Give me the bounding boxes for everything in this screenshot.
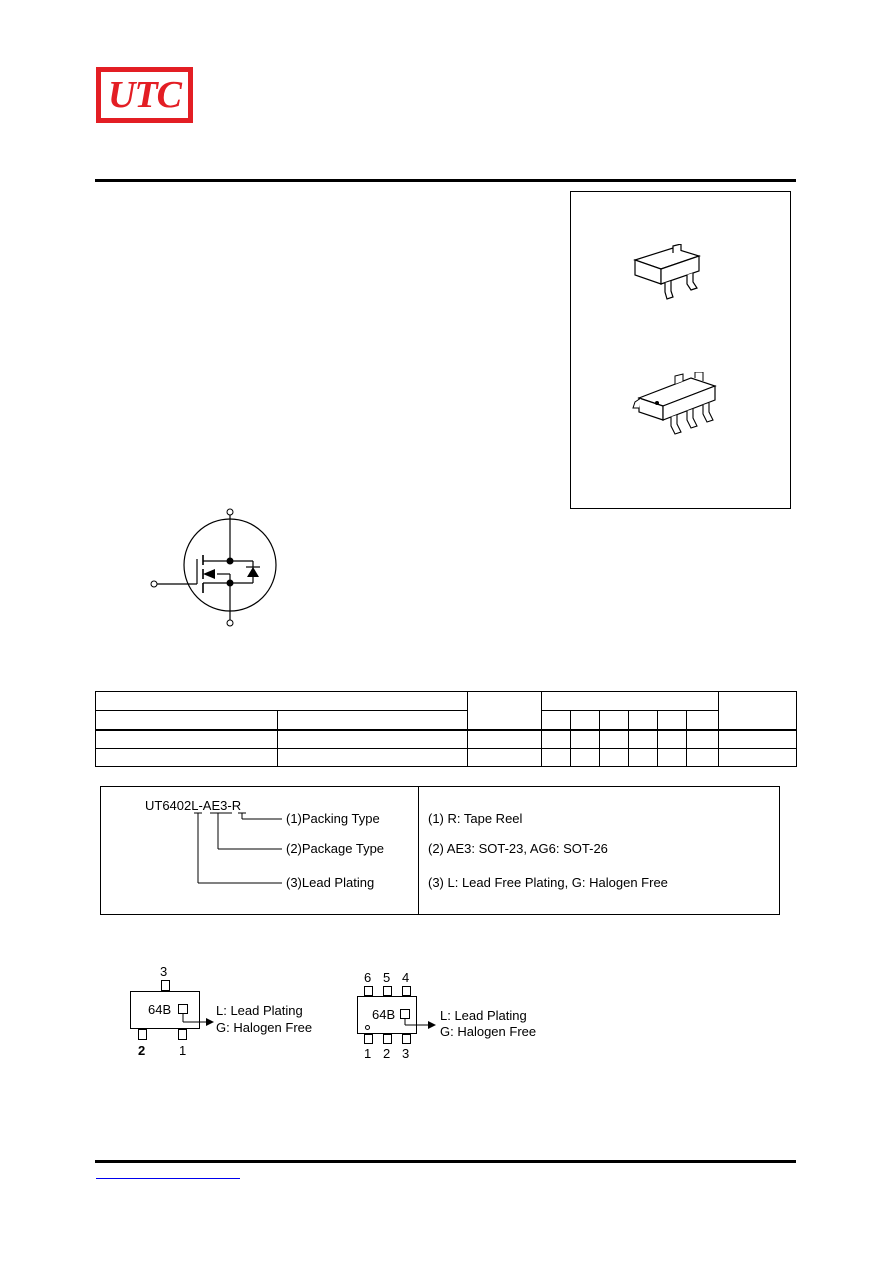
logo-text: UTC (108, 74, 181, 116)
sot26-package-icon (631, 372, 731, 442)
sot26-legend-lead: L: Lead Plating (440, 1008, 527, 1023)
part-number-leader-lines (190, 812, 290, 887)
sot26-pin-3: 3 (402, 1046, 410, 1061)
header-rule (95, 179, 796, 182)
sot23-arrow-icon (180, 1012, 216, 1028)
table-row (96, 730, 797, 749)
sot26-legend-halogen: G: Halogen Free (440, 1024, 537, 1039)
sot23-pin-top: 3 (160, 964, 168, 979)
sot23-lead (178, 1029, 187, 1040)
sot23-marking (120, 962, 330, 1062)
sot23-pin-bottom-right: 1 (179, 1043, 187, 1058)
ordering-table (95, 691, 797, 767)
table-header-row (96, 692, 797, 711)
sot26-marking-code: 64B (372, 1007, 396, 1022)
utc-logo (96, 67, 193, 123)
sot26-lead (402, 1034, 411, 1044)
lead-plating-label: (3)Lead Plating (286, 875, 375, 890)
sot26-lead (364, 1034, 373, 1044)
packing-type-description: (1) R: Tape Reel (428, 811, 523, 826)
mosfet-symbol-icon (145, 505, 285, 630)
sot26-pin-2: 2 (383, 1046, 391, 1061)
sot26-lead (364, 986, 373, 996)
part-number-divider (418, 786, 419, 915)
pin1-dot-icon (365, 1025, 370, 1030)
sot23-legend-lead: L: Lead Plating (216, 1003, 303, 1018)
package-type-label: (2)Package Type (286, 841, 385, 856)
packing-type-label: (1)Packing Type (286, 811, 380, 826)
logo-inner (101, 72, 188, 118)
sot23-legend-halogen: G: Halogen Free (216, 1020, 313, 1035)
package-type-description: (2) AE3: SOT-23, AG6: SOT-26 (428, 841, 608, 856)
sot26-pin-4: 4 (402, 970, 410, 985)
website-link[interactable] (96, 1178, 240, 1179)
lead-plating-description: (3) L: Lead Free Plating, G: Halogen Free (428, 875, 668, 890)
sot23-lead (138, 1029, 147, 1040)
sot26-pin-1: 1 (364, 1046, 372, 1061)
table-subheader-row (96, 711, 797, 730)
table-row (96, 748, 797, 766)
sot23-pin-bottom-left: 2 (138, 1043, 146, 1058)
sot23-package-icon (629, 244, 719, 310)
sot26-pin-6: 6 (364, 970, 372, 985)
footer-rule (95, 1160, 796, 1163)
sot26-lead (383, 986, 392, 996)
part-number: UT6402L-AE3-R (145, 798, 242, 813)
sot26-arrow-icon (402, 1017, 438, 1033)
sot23-marking-code: 64B (148, 1002, 172, 1017)
package-box (570, 191, 791, 509)
sot26-pin-5: 5 (383, 970, 391, 985)
sot23-lead (161, 980, 170, 991)
sot26-lead (383, 1034, 392, 1044)
sot26-marking (350, 968, 560, 1068)
sot26-lead (402, 986, 411, 996)
